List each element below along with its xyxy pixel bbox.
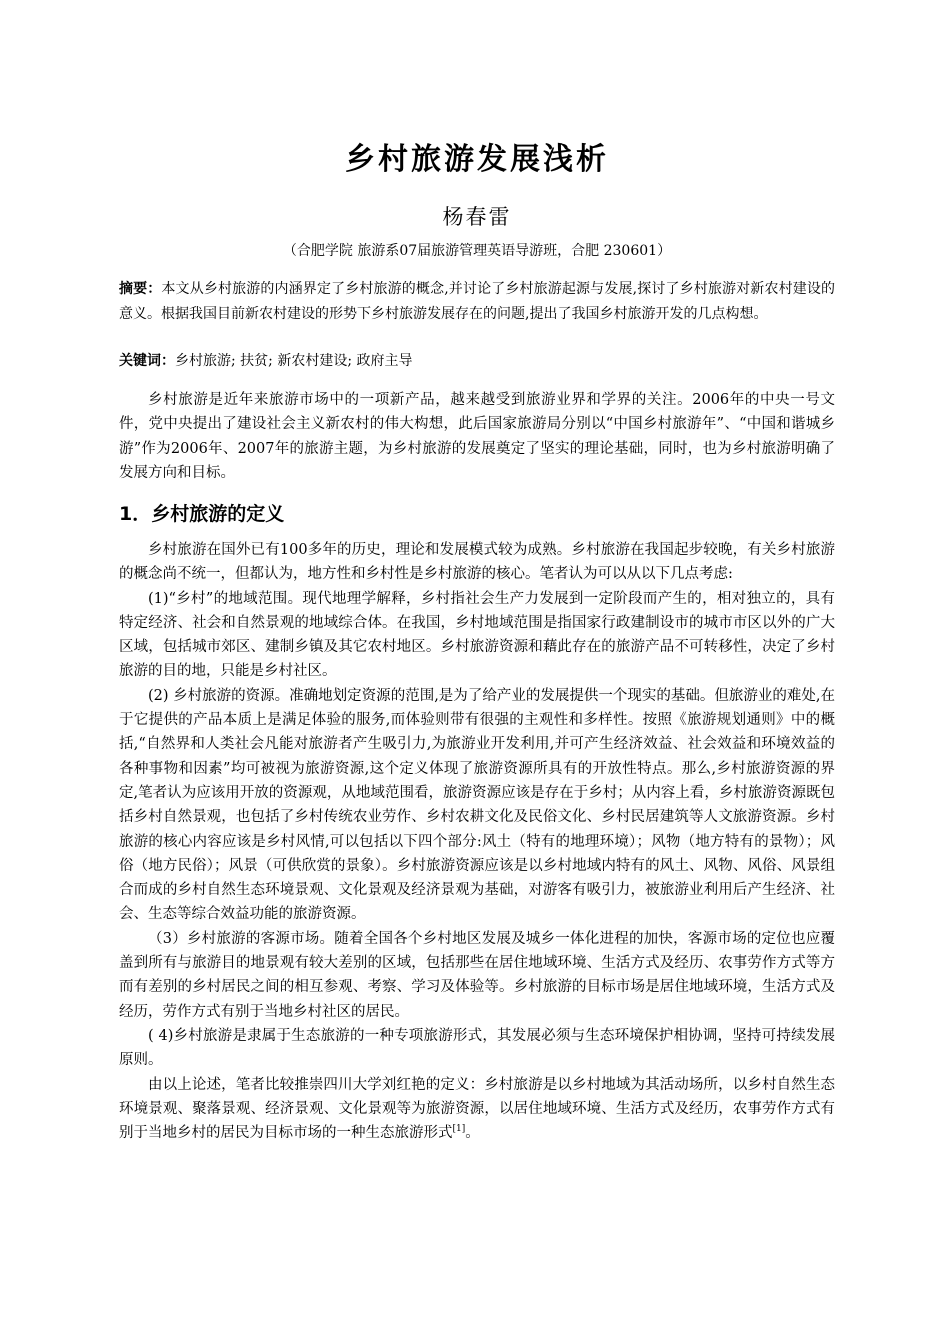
abstract-text: 本文从乡村旅游的内涵界定了乡村旅游的概念,并讨论了乡村旅游起源与发展,探讨了乡村旅游对新农村建设的意义。根据我国目前新农村建设的形势下乡村旅游发展存在的问题,提出了我国乡村旅游开发的几点构想。 [119,281,835,322]
intro-paragraph: 乡村旅游是近年来旅游市场中的一项新产品，越来越受到旅游业界和学界的关注。2006年的中央一号文件，党中央提出了建设社会主义新农村的伟大构想，此后国家旅游局分别以“中国乡村旅游年”、“中国和谐城乡游”作为2006年、2007年的旅游主题，为乡村旅游的发展奠定了坚实的理论基础，同时，也为乡村旅游明确了发展方向和目标。 [119,392,835,481]
definition-end: 。 [465,1125,480,1142]
paper-title: 乡村旅游发展浅析 [345,142,609,177]
paragraph-resources: (2) 乡村旅游的资源。准确地划定资源的范围,是为了给产业的发展提供一个现实的基础。但旅游业的难处,在于它提供的产品本质上是满足体验的服务,而体验则带有很强的主观性和多样性。按照《旅游规划通则》中的概括,“自然界和人类社会凡能对旅游者产生吸引力,为旅游业开发利用,并可产生经济效益、社会效益和环境效益的各种事物和因素”均可被视为旅游资源,这个定义体现了旅游资源所具有的开放性特点。那么,乡村旅游资源的界定,笔者认为应该用开放的资源观，从地域范围看，旅游资源应该是存在于乡村；从内容上看，乡村旅游资源既包括乡村自然景观，也包括了乡村传统农业劳作、乡村农耕文化及民俗文化、乡村民居建筑等人文旅游资源。乡村旅游的核心内容应该是乡村风情,可以包括以下四个部分:风土（特有的地理环境）；风物（地方特有的景物）；风俗（地方民俗）；风景（可供欣赏的景象）。乡村旅游资源应该是以乡村地域内特有的风土、风物、风俗、风景组合而成的乡村自然生态环境景观、文化景观及经济景观为基础，对游客有吸引力，被旅游业利用后产生经济、社会、生态等综合效益功能的旅游资源。 [119,687,835,923]
citation-ref[interactable]: [1] [452,1124,466,1135]
keywords-text: 乡村旅游; 扶贫; 新农村建设; 政府主导 [175,353,413,369]
section-body [119,538,835,1145]
abstract [119,277,835,326]
keywords [119,349,835,373]
abstract-label: 摘要： [119,281,162,297]
paragraph-overview: 乡村旅游在国外已有100多年的历史，理论和发展模式较为成熟。乡村旅游在我国起步较晚，有关乡村旅游的概念尚不统一，但都认为，地方性和乡村性是乡村旅游的核心。笔者认为可以从以下几点考虑: [119,542,835,583]
paragraph-definition [119,1073,835,1146]
keywords-label: 关键词： [119,353,175,369]
definition-text: 由以上论述，笔者比较推崇四川大学刘红艳的定义：乡村旅游是以乡村地域为其活动场所，以乡村自然生态环境景观、聚落景观、经济景观、文化景观等为旅游资源，以居住地域环境、生活方式及经历，农事劳作方式有别于当地乡村的居民为目标市场的一种生态旅游形式 [119,1076,835,1142]
section-heading: 1．乡村旅游的定义 [119,503,285,525]
author-name: 杨春雷 [442,205,512,229]
author-affiliation: （合肥学院 旅游系07届旅游管理英语导游班，合肥 230601） [282,243,672,259]
paragraph-rural-area: (1)“乡村”的地域范围。现代地理学解释，乡村指社会生产力发展到一定阶段而产生的，相对独立的，具有特定经济、社会和自然景观的地域综合体。在我国，乡村地域范围是指国家行政建制设市的城市市区以外的广大区域，包括城市郊区、建制乡镇及其它农村地区。乡村旅游资源和藉此存在的旅游产品不可转移性，决定了乡村旅游的目的地，只能是乡村社区。 [119,590,835,680]
paragraph-market: （3）乡村旅游的客源市场。随着全国各个乡村地区发展及城乡一体化进程的加快，客源市场的定位也应覆盖到所有与旅游目的地景观有较大差别的区域，包括那些在居住地域环境、生活方式及经历、农事劳作方式等方而有差别的乡村居民之间的相互参观、考察、学习及体验等。乡村旅游的目标市场是居住地域环境，生活方式及经历，劳作方式有别于当地乡村社区的居民。 [119,930,835,1020]
paragraph-ecotourism: ( 4)乡村旅游是隶属于生态旅游的一种专项旅游形式，其发展必须与生态环境保护相协调，坚持可持续发展原则。 [119,1027,835,1069]
intro-section [119,388,835,485]
